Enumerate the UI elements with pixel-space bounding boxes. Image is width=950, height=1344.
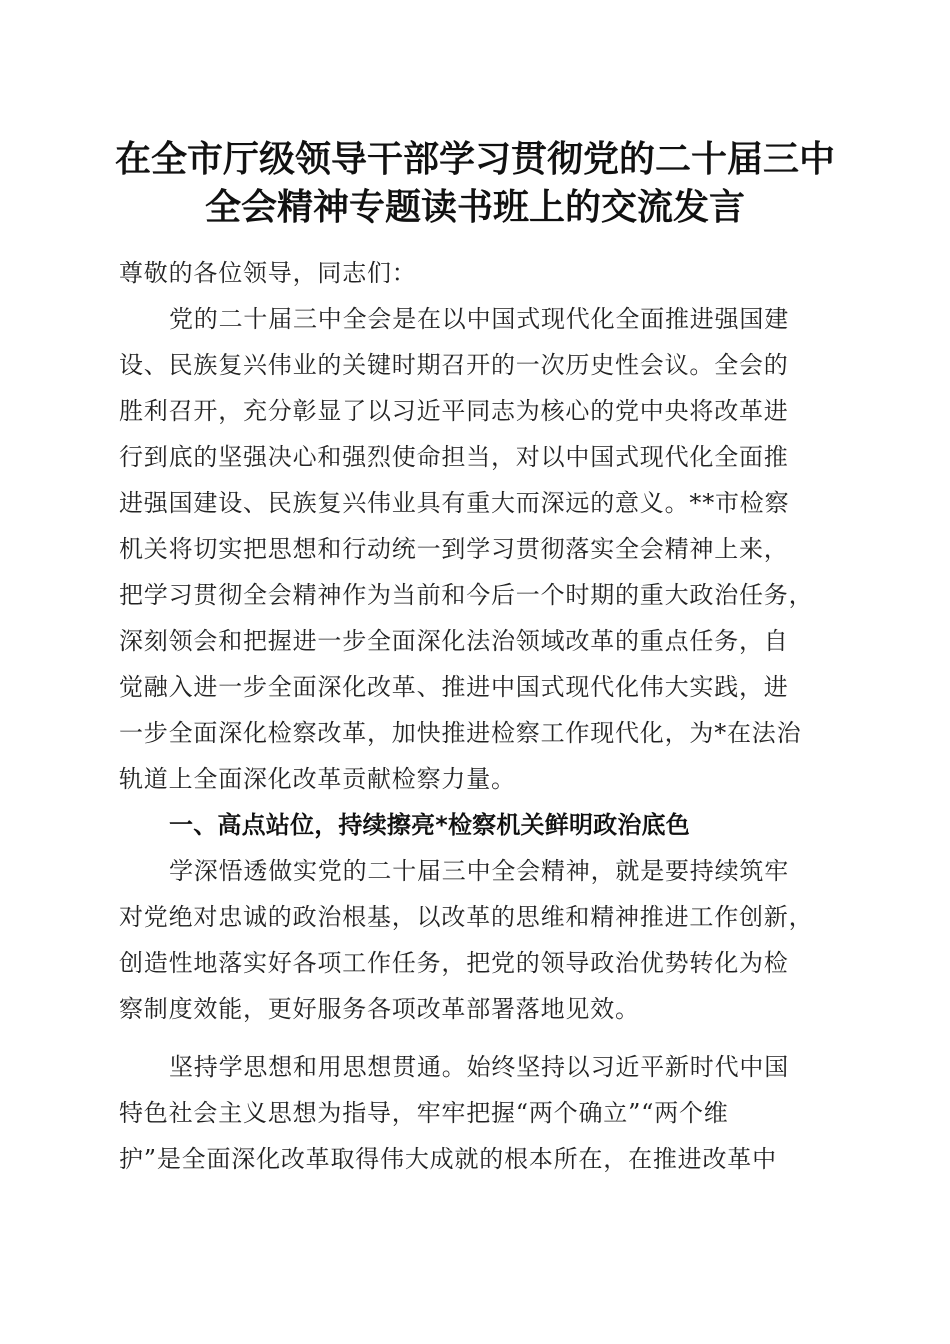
paragraph-gap xyxy=(119,1032,839,1044)
paragraph-line: 轨道上全面深化改革贡献检察力量。 xyxy=(119,765,516,793)
paragraph-line: 特色社会主义思想为指导，牢牢把握“两个确立”“两个维 xyxy=(119,1099,729,1127)
document-body xyxy=(119,250,839,1182)
paragraph-line: 坚持学思想和用思想贯通。始终坚持以习近平新时代中国 xyxy=(169,1053,789,1081)
title-line-1: 在全市厅级领导干部学习贯彻党的二十届三中 xyxy=(114,139,835,180)
paragraph-line: 深刻领会和把握进一步全面深化法治领域改革的重点任务，自 xyxy=(119,627,789,655)
paragraph-line: 行到底的坚强决心和强烈使命担当，对以中国式现代化全面推 xyxy=(119,443,789,471)
paragraph-line: 觉融入进一步全面深化改革、推进中国式现代化伟大实践，进 xyxy=(119,673,789,701)
paragraph-2 xyxy=(119,848,839,1032)
paragraph-line: 察制度效能，更好服务各项改革部署落地见效。 xyxy=(119,995,640,1023)
paragraph-line: 设、民族复兴伟业的关键时期召开的一次历史性会议。全会的 xyxy=(119,351,789,379)
paragraph-3 xyxy=(119,1044,839,1182)
paragraph-line: 一步全面深化检察改革，加快推进检察工作现代化，为*在法治 xyxy=(119,719,802,747)
document-title xyxy=(100,136,850,232)
title-line-2: 全会精神专题读书班上的交流发言 xyxy=(204,187,745,228)
paragraph-line: 进强国建设、民族复兴伟业具有重大而深远的意义。**市检察 xyxy=(119,489,790,517)
paragraph-line: 胜利召开，充分彰显了以习近平同志为核心的党中央将改革进 xyxy=(119,397,789,425)
paragraph-1 xyxy=(119,296,839,802)
paragraph-line: 对党绝对忠诚的政治根基，以改革的思维和精神推进工作创新， xyxy=(119,903,814,931)
paragraph-line: 党的二十届三中全会是在以中国式现代化全面推进强国建 xyxy=(169,305,789,333)
paragraph-line: 把学习贯彻全会精神作为当前和今后一个时期的重大政治任务， xyxy=(119,581,814,609)
paragraph-line: 学深悟透做实党的二十届三中全会精神，就是要持续筑牢 xyxy=(169,857,789,885)
paragraph-line: 护”是全面深化改革取得伟大成就的根本所在，在推进改革中 xyxy=(119,1145,777,1173)
salutation: 尊敬的各位领导，同志们： xyxy=(119,259,417,287)
paragraph-line: 创造性地落实好各项工作任务，把党的领导政治优势转化为检 xyxy=(119,949,789,977)
paragraph-line: 机关将切实把思想和行动统一到学习贯彻落实全会精神上来， xyxy=(119,535,789,563)
section-heading-1: 一、高点站位，持续擦亮*检察机关鲜明政治底色 xyxy=(169,811,690,839)
